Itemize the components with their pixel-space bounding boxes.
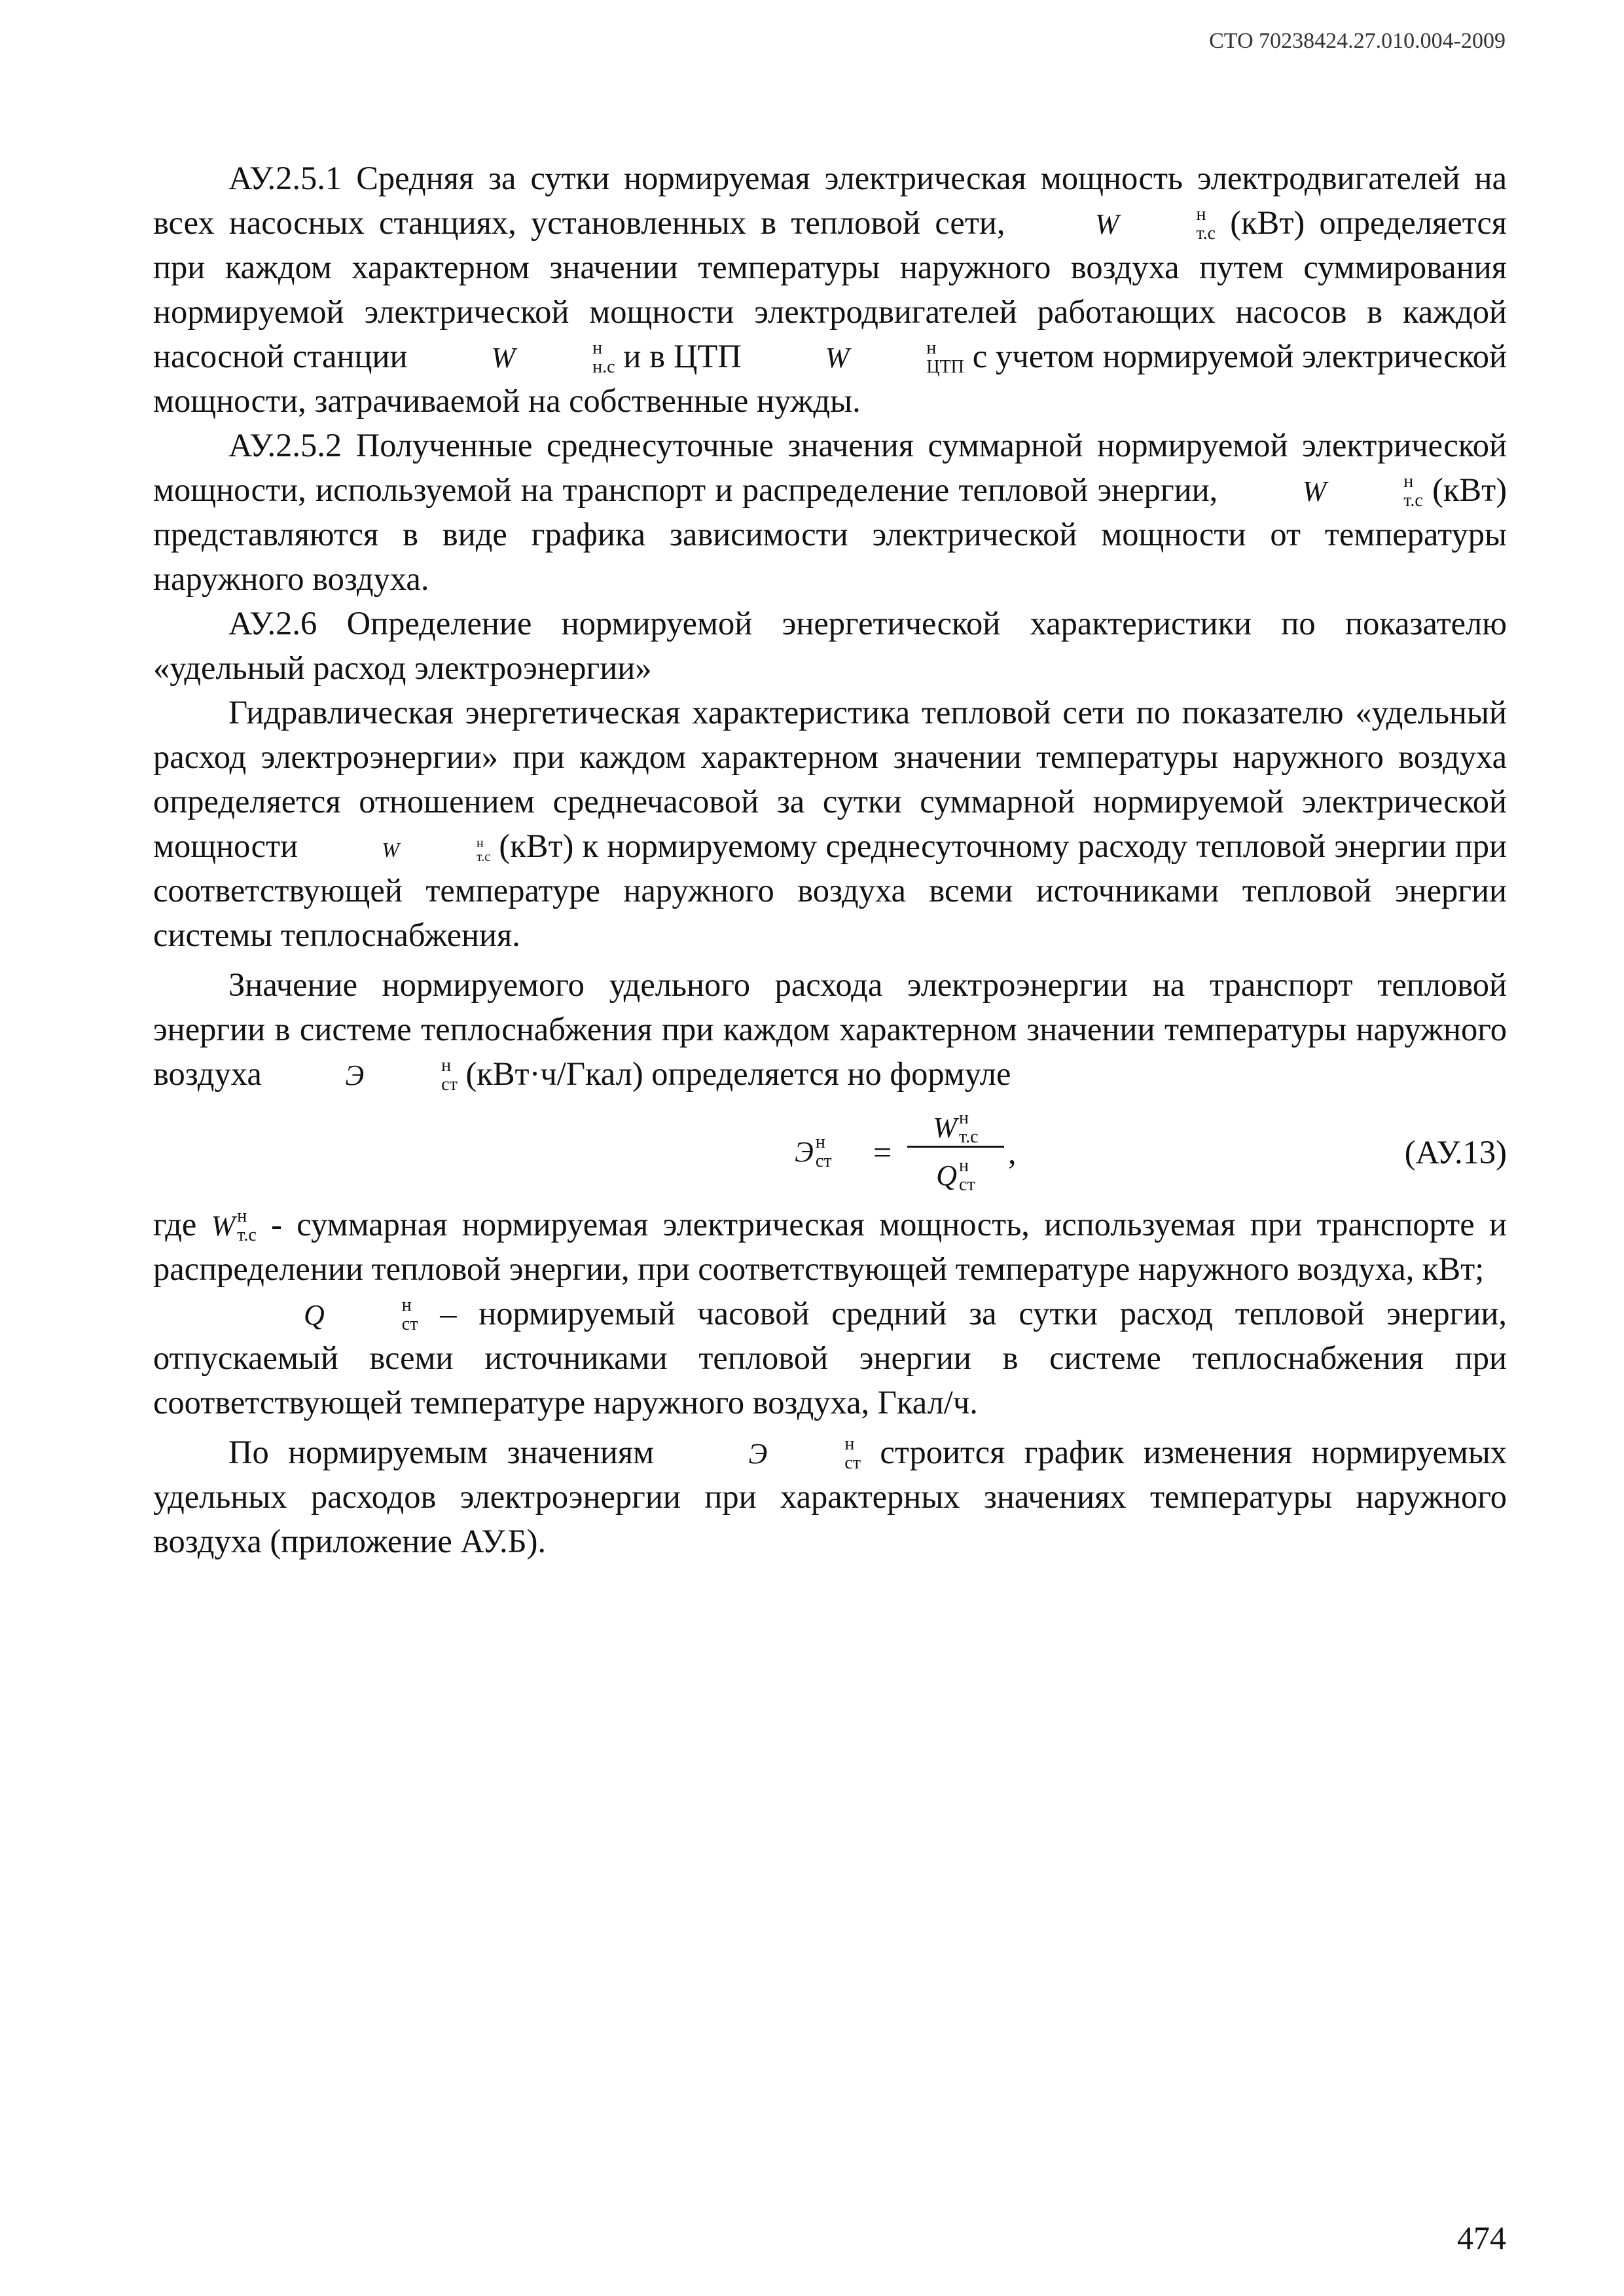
paragraph-text: АУ.2.5.1 Средняя за сутки нормируемая электрическая мощность электродвигателей на всех насосных станциях, установленных в тепловой сети, xyxy=(153,160,1507,241)
spacer xyxy=(153,957,1507,962)
formula-lhs-e-st: Э н ст xyxy=(795,1132,832,1172)
formula-fraction xyxy=(903,1104,1008,1194)
spacer xyxy=(153,1425,1507,1430)
document-code-header: СТО 70238424.27.010.004-2009 xyxy=(1209,29,1506,53)
formula-number: (АУ.13) xyxy=(1404,1134,1507,1171)
symbol-q-st: Q н ст xyxy=(304,1295,418,1335)
symbol-w-ns: W н н.с xyxy=(491,338,615,378)
paragraph-text: - суммарная нормируемая электрическая мощность, используемая при транспорте и распределении тепловой энергии, при соответствующей температуре наружного воздуха, кВт; xyxy=(153,1206,1507,1287)
paragraph-where xyxy=(153,1202,1507,1291)
symbol-w-ts: W н т.с xyxy=(211,1206,257,1246)
symbol-w-ts: W н т.с xyxy=(1302,471,1423,511)
paragraph-text: с учетом нормируемой электрической мощности, затрачиваемой на собственные нужды. xyxy=(153,338,1507,419)
document-body xyxy=(153,156,1507,1563)
symbol-w-ts-small: W н т.с xyxy=(382,836,491,864)
paragraph-au-2-5-1 xyxy=(153,156,1507,423)
paragraph-text: АУ.2.5.2 Полученные среднесуточные значения суммарной нормируемой электрической мощности, используемой на транспорт и распределение тепловой энергии, xyxy=(153,427,1507,508)
symbol-w-ctp: W н ЦТП xyxy=(825,338,964,378)
paragraph-hydraulic xyxy=(153,690,1507,957)
formula-denominator: Q н ст xyxy=(936,1156,975,1195)
paragraph-graph xyxy=(153,1430,1507,1563)
paragraph-text: (кВт) к нормируемому среднесуточному расходу тепловой энергии при соответствующей температуре наружного воздуха всеми источниками тепловой энергии системы теплоснабжения. xyxy=(153,828,1507,953)
page-number: 474 xyxy=(1457,2219,1506,2256)
symbol-e-st: Э н ст xyxy=(748,1434,861,1474)
formula-au-13 xyxy=(153,1097,1507,1195)
symbol-w-ts: W н т.с xyxy=(1094,204,1216,244)
paragraph-text: Значение нормируемого удельного расхода электроэнергии на транспорт тепловой энергии в системе теплоснабжения при каждом характерном значении температуры наружного воздуха xyxy=(153,966,1507,1092)
paragraph-text: По нормируемым значениям xyxy=(228,1434,655,1470)
paragraph-text: (кВт·ч/Гкал) определяется но формуле xyxy=(465,1055,1011,1092)
paragraph-text: (кВт) определяется при каждом характерном значении температуры наружного воздуха путем суммирования нормируемой электрической мощности электродвигателей работающих насосов в каждой насосной станции xyxy=(153,204,1507,374)
paragraph-au-2-6: АУ.2.6 Определение нормируемой энергетической характеристики по показателю «удельный расход электроэнергии» xyxy=(153,605,1507,686)
paragraph-text: – нормируемый часовой средний за сутки расход тепловой энергии, отпускаемый всеми источниками тепловой энергии в системе теплоснабжения при соответствующей температуре наружного воздуха, Гкал/ч. xyxy=(153,1295,1507,1421)
formula-numerator: W н т.с xyxy=(933,1108,979,1148)
formula-equals: = xyxy=(873,1134,892,1171)
paragraph-au-2-5-2 xyxy=(153,423,1507,601)
formula-comma: , xyxy=(1008,1134,1017,1171)
paragraph-value xyxy=(153,962,1507,1096)
paragraph-text: (кВт) представляются в виде графика зависимости электрической мощности от температуры наружного воздуха. xyxy=(153,471,1507,597)
paragraph-q-definition xyxy=(153,1291,1507,1425)
paragraph-text: где xyxy=(153,1206,197,1243)
paragraph-text: Гидравлическая энергетическая характеристика тепловой сети по показателю «удельный расход электроэнергии» при каждом характерном значении температуры наружного воздуха определяется отношением среднечасовой за сутки суммарной нормируемой электрической мощности xyxy=(153,694,1507,864)
symbol-e-st: Э н ст xyxy=(345,1055,458,1095)
paragraph-text: строится график изменения нормируемых удельных расходов электроэнергии при характерных значениях температуры наружного воздуха (приложение АУ.Б). xyxy=(153,1434,1507,1559)
paragraph-text: и в ЦТП xyxy=(623,338,742,374)
